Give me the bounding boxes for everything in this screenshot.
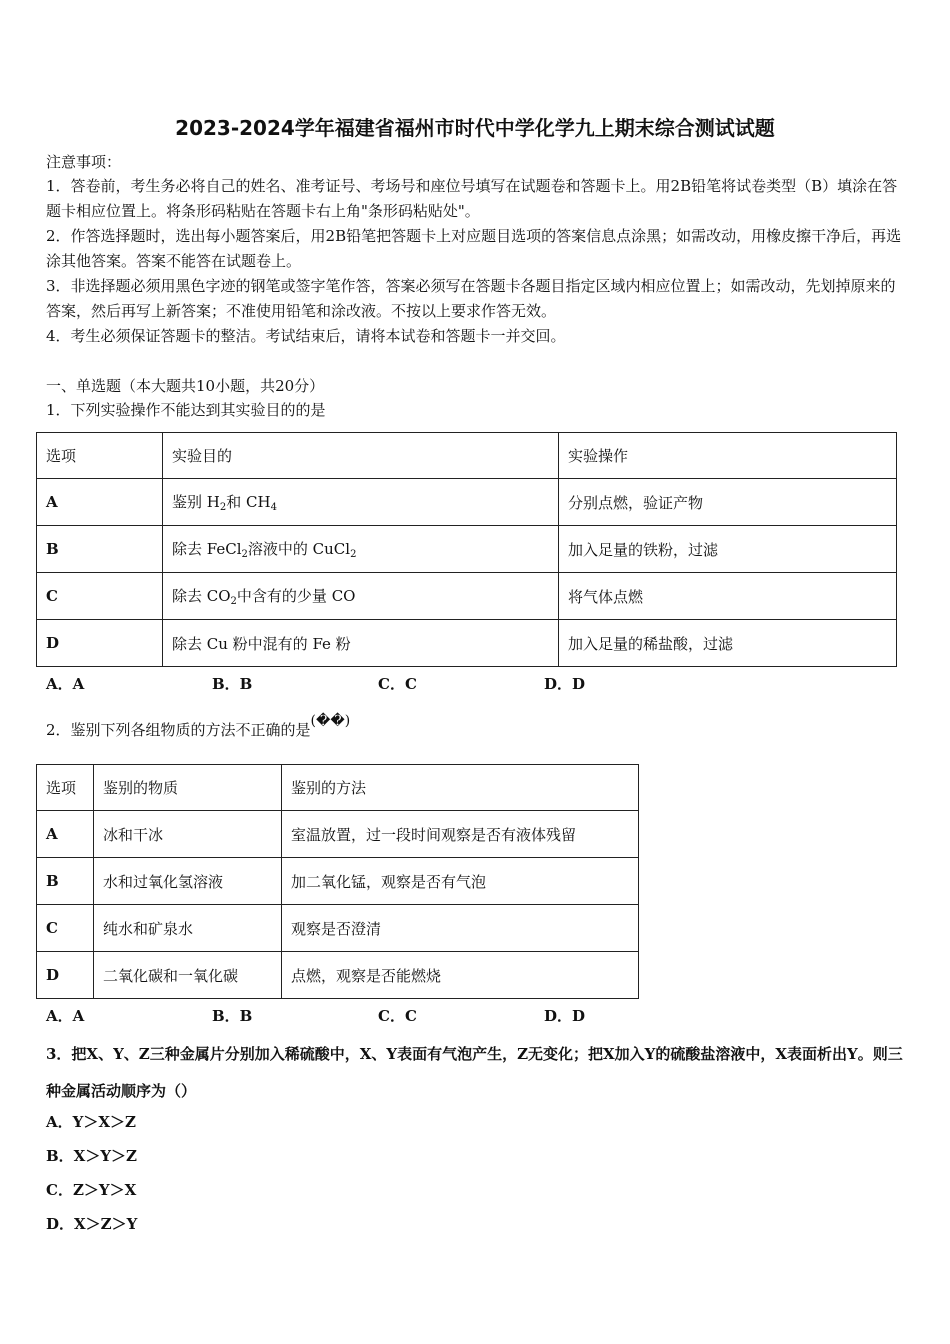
option-cell: A <box>37 811 94 858</box>
q3-choice-b[interactable]: B．X＞Y＞Z <box>46 1147 137 1165</box>
page-title: 2023-2024学年福建省福州市时代中学化学九上期末综合测试试题 <box>175 116 775 140</box>
header-cell: 选项 <box>37 765 94 811</box>
choice-a[interactable]: A．A <box>46 1007 85 1025</box>
table-row <box>37 620 897 667</box>
operation-cell: 加入足量的稀盐酸，过滤 <box>559 620 897 667</box>
q2-choices <box>46 1006 710 1026</box>
notice-item-4: 4．考生必须保证答题卡的整洁。考试结束后，请将本试卷和答题卡一并交回。 <box>46 327 566 345</box>
header-cell: 鉴别的方法 <box>282 765 639 811</box>
table-row <box>37 952 639 999</box>
header-cell: 实验目的 <box>163 433 559 479</box>
method-cell: 观察是否澄清 <box>282 905 639 952</box>
notice-item-2: 2．作答选择题时，选出每小题答案后，用2B铅笔把答题卡上对应题目选项的答案信息点涂黑；如需改动，用橡皮擦干净后，再选涂其他答案。答案不能答在试题卷上。 <box>46 227 902 270</box>
table-row <box>37 479 897 526</box>
option-cell: C <box>37 905 94 952</box>
table-row <box>37 905 639 952</box>
method-cell: 点燃，观察是否能燃烧 <box>282 952 639 999</box>
method-cell: 室温放置，过一段时间观察是否有液体残留 <box>282 811 639 858</box>
choice-a[interactable]: A．A <box>46 675 85 693</box>
header-cell: 选项 <box>37 433 163 479</box>
q2-stem: 2．鉴别下列各组物质的方法不正确的是 <box>46 721 311 739</box>
substance-cell: 纯水和矿泉水 <box>94 905 282 952</box>
option-cell: C <box>37 573 163 620</box>
choice-d[interactable]: D．D <box>544 1007 586 1025</box>
option-cell: D <box>37 952 94 999</box>
section-heading: 一、单选题（本大题共10小题，共20分） <box>46 377 325 395</box>
table-row <box>37 526 897 573</box>
notice-item-3: 3．非选择题必须用黑色字迹的钢笔或签字笔作答，答案必须写在答题卡各题目指定区域内相应位置上；如需改动，先划掉原来的答案，然后再写上新答案；不准使用铅笔和涂改液。不按以上要求作答无效。 <box>46 277 896 320</box>
q3-choice-c[interactable]: C．Z＞Y＞X <box>46 1181 137 1199</box>
notice-heading: 注意事项： <box>46 153 122 171</box>
header-cell: 实验操作 <box>559 433 897 479</box>
table-header-row <box>37 433 897 479</box>
header-cell: 鉴别的物质 <box>94 765 282 811</box>
purpose-cell: 除去 FeCl$_2$溶液中的 CuCl$_2$ <box>163 526 559 573</box>
choice-b[interactable]: B．B <box>212 675 253 693</box>
q1-choices <box>46 674 710 694</box>
choice-b[interactable]: B．B <box>212 1007 253 1025</box>
table-row <box>37 811 639 858</box>
choice-d[interactable]: D．D <box>544 675 586 693</box>
purpose-cell: 鉴别 $H_2$和 $CH_4$ <box>163 479 559 526</box>
operation-cell: 将气体点燃 <box>559 573 897 620</box>
q2-stem-line <box>46 713 351 741</box>
q2-mark: (��) <box>310 713 351 729</box>
purpose-cell: 除去 $CO_2$中含有的少量 CO <box>163 573 559 620</box>
q3-stem: 3．把X、Y、Z三种金属片分别加入稀硫酸中，X、Y表面有气泡产生，Z无变化；把X加入Y的硫酸盐溶液中，X表面析出Y。则三种金属活动顺序为（） <box>46 1045 903 1100</box>
substance-cell: 二氧化碳和一氧化碳 <box>94 952 282 999</box>
option-cell: B <box>37 526 163 573</box>
q1-stem: 1．下列实验操作不能达到其实验目的的是 <box>46 401 326 419</box>
q3-choice-a[interactable]: A．Y＞X＞Z <box>46 1113 136 1131</box>
q1-table <box>36 432 897 667</box>
method-cell: 加二氧化锰，观察是否有气泡 <box>282 858 639 905</box>
substance-cell: 冰和干冰 <box>94 811 282 858</box>
substance-cell: 水和过氧化氢溶液 <box>94 858 282 905</box>
q3-choice-d[interactable]: D．X＞Z＞Y <box>46 1215 138 1233</box>
operation-cell: 分别点燃，验证产物 <box>559 479 897 526</box>
operation-cell: 加入足量的铁粉，过滤 <box>559 526 897 573</box>
choice-c[interactable]: C．C <box>378 675 417 693</box>
table-row <box>37 858 639 905</box>
choice-c[interactable]: C．C <box>378 1007 417 1025</box>
option-cell: A <box>37 479 163 526</box>
q2-table <box>36 764 639 999</box>
option-cell: D <box>37 620 163 667</box>
notice-item-1: 1．答卷前，考生务必将自己的姓名、准考证号、考场号和座位号填写在试题卷和答题卡上。用2B铅笔将试卷类型（B）填涂在答题卡相应位置上。将条形码粘贴在答题卡右上角"条形码粘贴处"。 <box>46 177 898 220</box>
table-header-row <box>37 765 639 811</box>
table-row <box>37 573 897 620</box>
purpose-cell: 除去 Cu 粉中混有的 Fe 粉 <box>163 620 559 667</box>
option-cell: B <box>37 858 94 905</box>
